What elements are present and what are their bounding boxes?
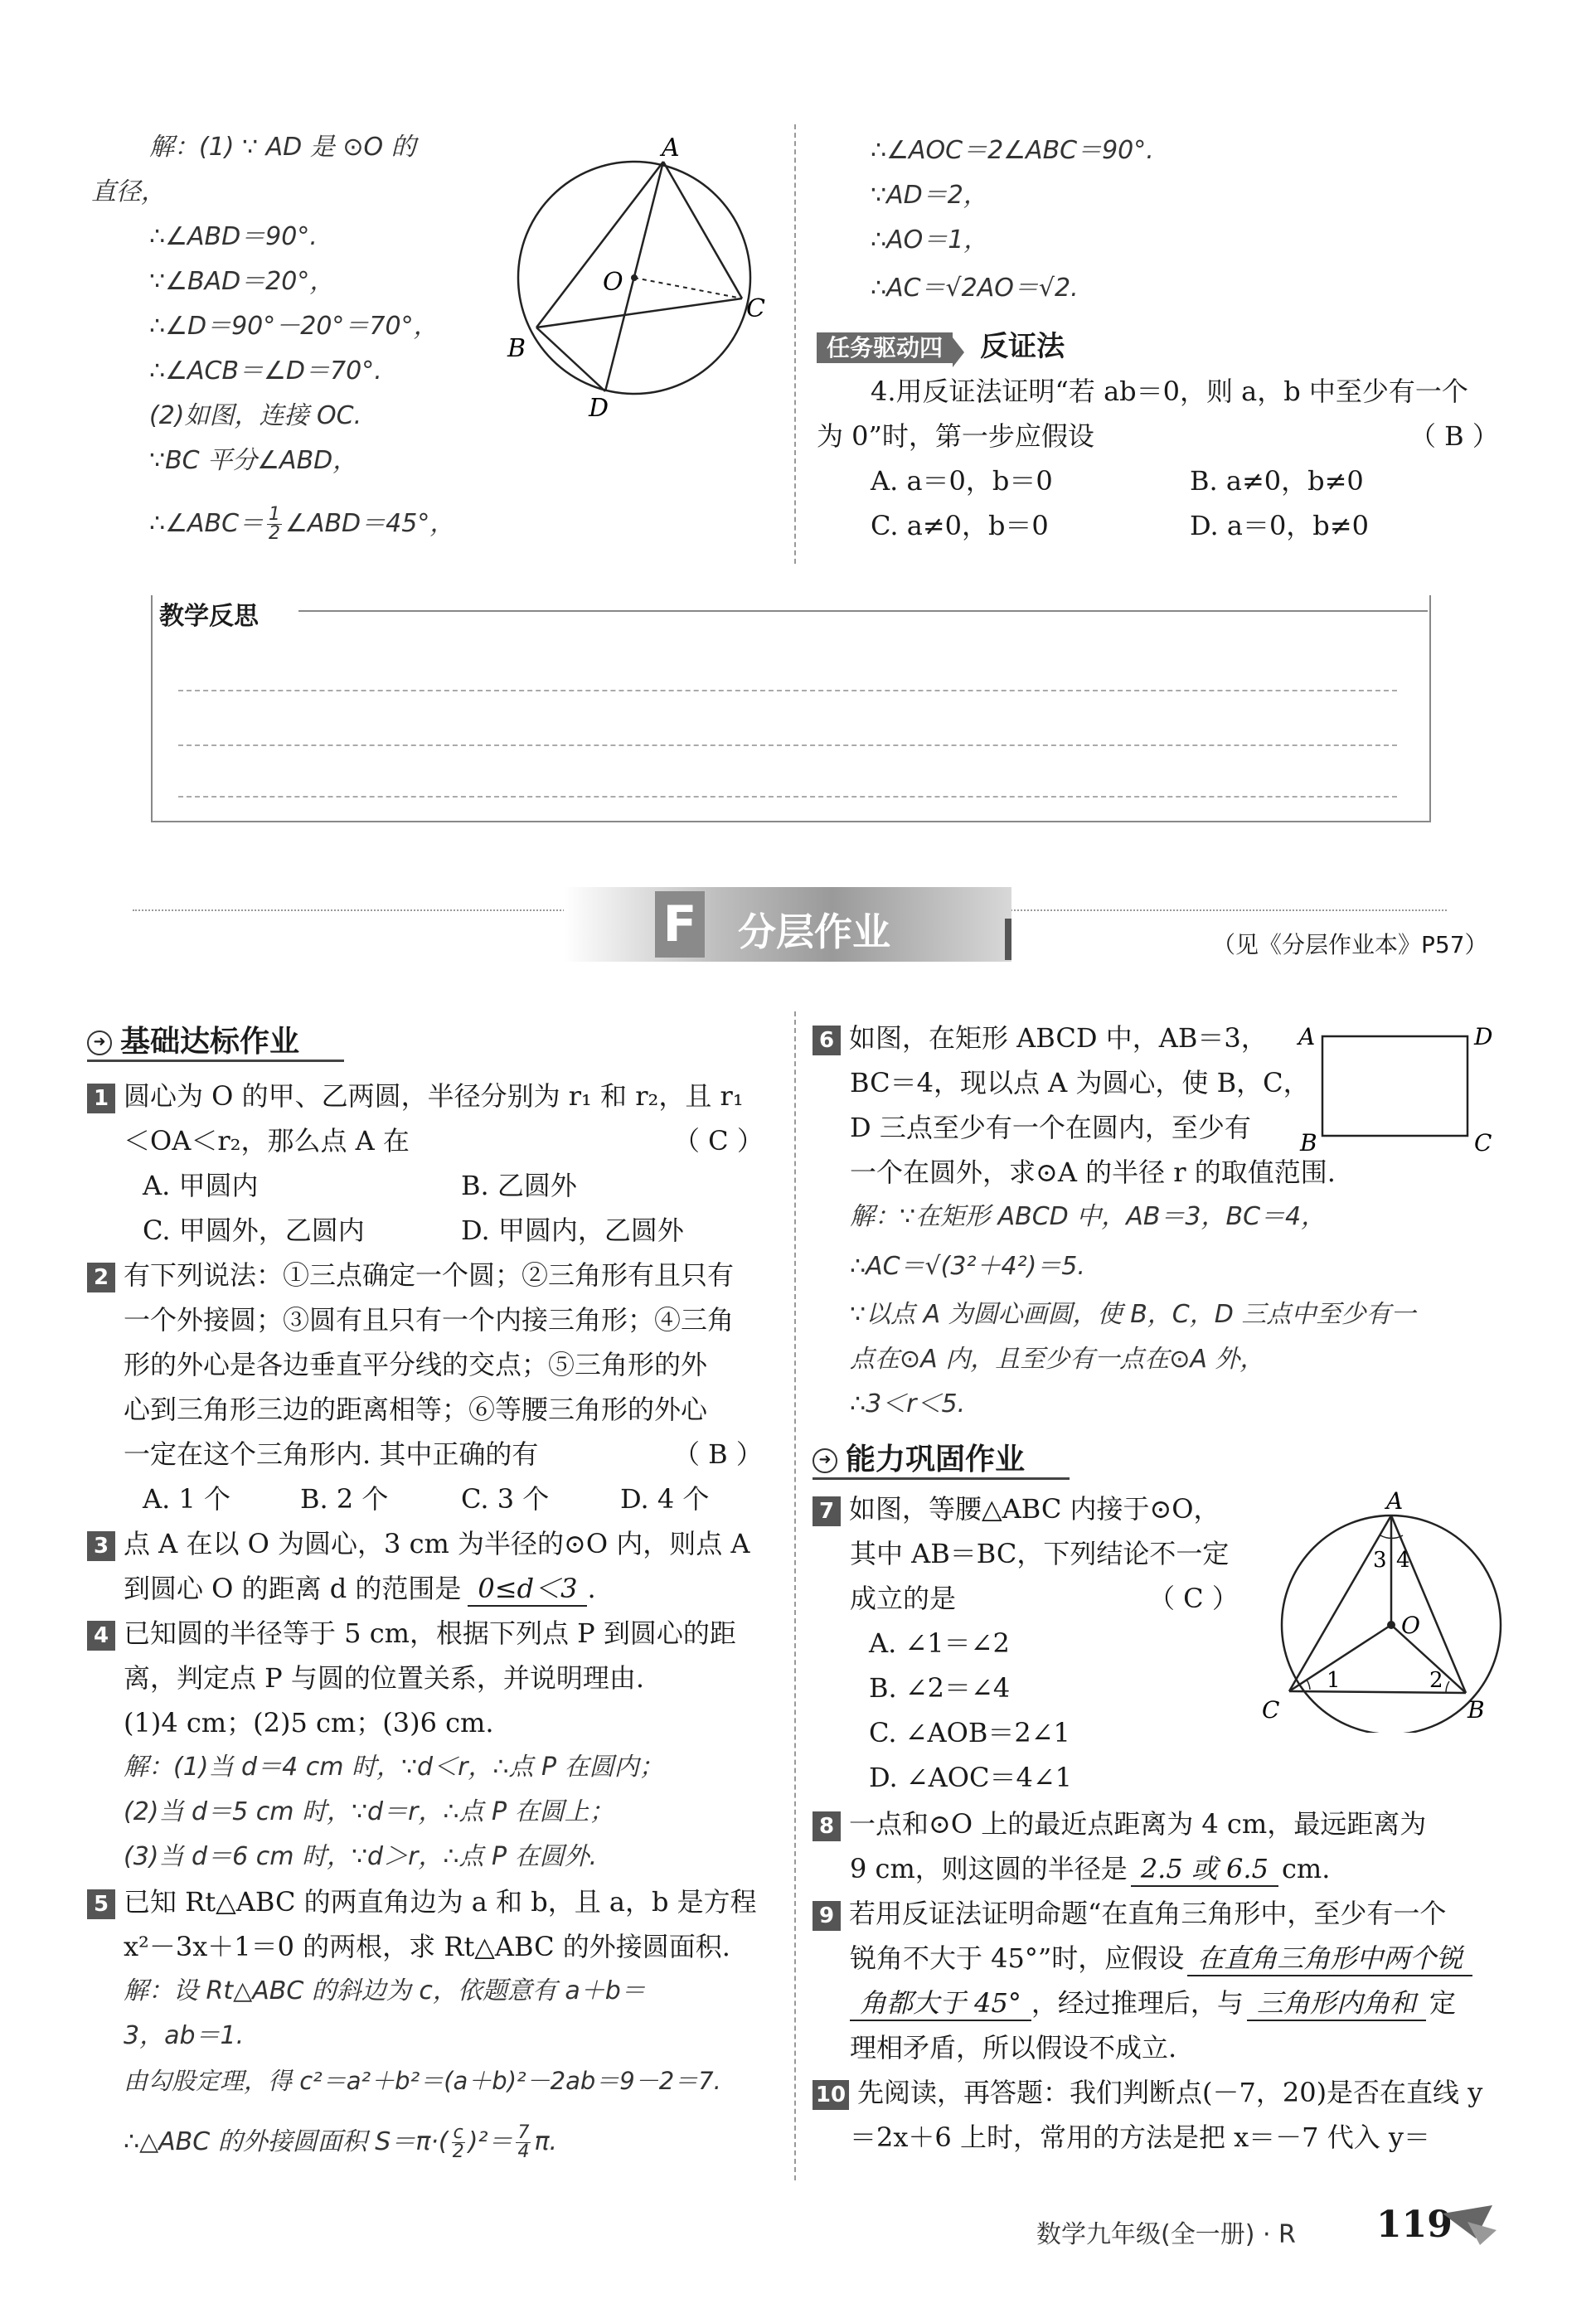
arrow-right-icon: ➜: [87, 1030, 112, 1055]
q10-line: [813, 2076, 1482, 2110]
banner-ref: （见《分层作业本》P57）: [1212, 931, 1488, 958]
q5-line: [87, 1885, 757, 1919]
text: ∴△ABC 的外接圆面积 S＝π·(: [124, 2127, 449, 2156]
q-text: ，经过推理后，与: [1031, 1987, 1244, 2019]
answer-blank: 0≤d＜3: [468, 1572, 587, 1607]
option-b: B. 乙圆外: [461, 1170, 577, 1201]
task-header: [817, 323, 1065, 367]
section-title: 能力巩固作业: [846, 1443, 1026, 1477]
q5-line: x²－3x＋1＝0 的两根，求 Rt△ABC 的外接圆面积.: [124, 1931, 730, 1962]
q-text: 先阅读，再答题：我们判断点(－7，20)是否在直线 y: [857, 2077, 1483, 2108]
triangle-in-circle-diagram: [1244, 1484, 1509, 1733]
q3-line: [87, 1527, 750, 1561]
option-c: C. a≠0，b＝0: [871, 510, 1049, 541]
option-d: D. 甲圆内，乙圆外: [461, 1215, 684, 1246]
section-basic-header: [87, 1018, 299, 1060]
angle-label-4: 4: [1396, 1548, 1410, 1573]
q2-line: 一定在这个三角形内. 其中正确的有: [124, 1438, 539, 1470]
sol-line: ∴∠ACB＝∠D＝70°.: [149, 356, 382, 386]
q6-line: BC＝4，现以点 A 为圆心，使 B，C，: [850, 1067, 1310, 1098]
angle-label-2: 2: [1429, 1668, 1443, 1693]
q9-line: [850, 1986, 1456, 2021]
option-c: C. 3 个: [461, 1483, 550, 1515]
sol-line: 解：(1) ∵ AD 是 ⊙O 的: [149, 133, 416, 162]
reflection-box: [151, 595, 1431, 822]
segment-oc: [634, 278, 742, 298]
denominator: 2: [452, 2141, 464, 2162]
label-c: C: [746, 294, 765, 323]
q-text: 如图，等腰△ABC 内接于⊙O，: [849, 1493, 1220, 1525]
segment-ab: [536, 162, 663, 327]
option-a: A. ∠1＝∠2: [869, 1627, 1010, 1659]
q1-line: [87, 1079, 744, 1113]
answer-bracket: （ C ）: [673, 1125, 764, 1157]
fraction: [516, 2124, 531, 2161]
angle-label-1: 1: [1327, 1668, 1341, 1693]
angle-label-3: 3: [1373, 1548, 1387, 1573]
q-text: 已知 Rt△ABC 的两直角边为 a 和 b，且 a，b 是方程: [124, 1886, 757, 1918]
sol-line: ∵AD＝2，: [871, 181, 988, 210]
angle-arc: [1307, 1680, 1310, 1690]
q-number-badge: 5: [87, 1889, 115, 1919]
option-b: B. a≠0，b≠0: [1190, 465, 1364, 497]
q2-line: 心到三角形三边的距离相等；⑥等腰三角形的外心: [124, 1394, 708, 1425]
q10-line: ＝2x＋6 上时，常用的方法是把 x＝－7 代入 y＝: [850, 2122, 1430, 2153]
q-number-badge: 8: [813, 1811, 841, 1841]
option-c: C. 甲圆外，乙圆内: [143, 1215, 365, 1246]
q6-line: D 三点至少有一个在圆内，至少有: [850, 1112, 1251, 1143]
circle-diagram-abcd: [497, 124, 779, 423]
writing-line: [178, 690, 1397, 691]
fraction: [267, 506, 282, 543]
q-text: 如图，在矩形 ABCD 中，AB＝3，: [849, 1022, 1268, 1054]
q4-line: (1)4 cm；(2)5 cm；(3)6 cm.: [124, 1707, 494, 1738]
q9-line: [850, 1942, 1472, 1976]
sol-line: ∴AO＝1，: [871, 225, 989, 255]
q-text: 一点和⊙O 上的最近点距离为 4 cm，最远距离为: [849, 1808, 1427, 1840]
answer-blank: 三角形内角和: [1247, 1986, 1426, 2021]
reflection-top-rule: [298, 610, 1428, 612]
q7-line: 成立的是: [850, 1583, 957, 1614]
label-c: C: [1474, 1129, 1492, 1152]
option-b: B. 2 个: [300, 1483, 389, 1515]
label-o: O: [1401, 1612, 1420, 1639]
segment-ac: [663, 162, 742, 298]
q9-line: [813, 1897, 1446, 1931]
option-a: A. 1 个: [143, 1483, 230, 1515]
sol-line: 解：∵在矩形 ABCD 中，AB＝3，BC＝4，: [850, 1202, 1327, 1231]
q-text: 定: [1429, 1987, 1456, 2019]
column-divider: [794, 1011, 796, 2180]
q-text: 若用反证法证明命题“在直角三角形中，至少有一个: [849, 1898, 1447, 1929]
q2-line: [87, 1258, 734, 1292]
label-c: C: [1262, 1696, 1280, 1724]
page-number: 119: [1376, 2204, 1453, 2246]
question-4-line: [871, 375, 1468, 408]
option-c: C. ∠AOB＝2∠1: [869, 1717, 1070, 1748]
option-a: A. a＝0，b＝0: [871, 465, 1053, 497]
question-4-line: 为 0”时，第一步应假设: [817, 420, 1094, 452]
rectangle-diagram: [1293, 1020, 1501, 1152]
footer-book-title: 数学九年级(全一册) · R: [1036, 2220, 1296, 2249]
sol-line: ∵BC 平分∠ABD，: [149, 446, 358, 475]
label-b: B: [1467, 1696, 1485, 1724]
option-d: D. a＝0，b≠0: [1190, 510, 1369, 541]
writing-line: [178, 796, 1397, 798]
option-a: A. 甲圆内: [143, 1170, 259, 1201]
sol-line: 解：(1)当 d＝4 cm 时，∵d＜r，∴点 P 在圆内；: [124, 1753, 664, 1782]
sol-line: [149, 506, 454, 543]
segment-bd: [536, 327, 605, 391]
rect-abcd: [1322, 1036, 1467, 1136]
tag-arrow-icon: [953, 337, 964, 367]
answer-bracket: （ B ）: [673, 1438, 763, 1470]
q-number-badge: 9: [813, 1901, 841, 1931]
sol-line: ∴3＜r＜5.: [850, 1389, 966, 1418]
segment-ab: [1391, 1515, 1466, 1693]
q-number-badge: 10: [813, 2080, 849, 2110]
q-text: 到圆心 O 的距离 d 的范围是: [124, 1573, 462, 1604]
sol-line: (3)当 d＝6 cm 时，∵d＞r，∴点 P 在圆外.: [124, 1842, 598, 1871]
q7-line: 其中 AB＝BC，下列结论不一定: [850, 1538, 1230, 1569]
q1-line: ＜OA＜r₂，那么点 A 在: [124, 1125, 410, 1157]
banner-end-bar: [1005, 919, 1011, 960]
q-text: 点 A 在以 O 为圆心，3 cm 为半径的⊙O 内，则点 A: [124, 1528, 750, 1559]
answer-bracket: （ C ）: [1148, 1583, 1239, 1614]
column-divider: [794, 124, 796, 564]
sol-line: 直径，: [91, 177, 166, 206]
q-text: 锐角不大于 45°”时，应假设: [850, 1942, 1185, 1974]
numerator: 7: [517, 2122, 530, 2143]
corner-decoration-icon: [1443, 2205, 1501, 2247]
label-b: B: [1300, 1129, 1317, 1152]
sol-line: (2)如图，连接 OC.: [149, 401, 362, 430]
section-underline: [813, 1477, 1070, 1480]
sol-line: ∵以点 A 为圆心画圆，使 B，C，D 三点中至少有一: [850, 1300, 1416, 1329]
text: π.: [534, 2127, 558, 2156]
sol-line: 3，ab＝1.: [124, 2021, 245, 2050]
q-number-badge: 4: [87, 1621, 115, 1651]
q-text: cm.: [1281, 1853, 1331, 1884]
q-text: 有下列说法：①三点确定一个圆；②三角形有且只有: [124, 1259, 735, 1291]
numerator: 1: [269, 504, 281, 525]
sol-line: ∴∠ABD＝90°.: [149, 222, 318, 251]
sol-line: ∴AC＝√(3²＋4²)＝5.: [850, 1252, 1085, 1281]
q-number-badge: 7: [813, 1496, 841, 1526]
denominator: 2: [269, 523, 281, 544]
section-ability-header: [813, 1436, 1025, 1478]
label-a: A: [1298, 1023, 1316, 1050]
q2-line: 形的外心是各边垂直平分线的交点；⑤三角形的外: [124, 1349, 708, 1380]
text: ∴∠ABC＝: [149, 509, 264, 538]
sol-line: [124, 2124, 557, 2161]
q-number-badge: 3: [87, 1531, 115, 1561]
q4-line: 离，判定点 P 与圆的位置关系，并说明理由.: [124, 1662, 645, 1694]
q-text: 9 cm，则这圆的半径是: [850, 1853, 1128, 1884]
center-o: [1387, 1621, 1395, 1629]
answer-bracket: （ B ）: [1409, 420, 1499, 452]
sol-line: 点在⊙A 内，且至少有一点在⊙A 外，: [850, 1345, 1265, 1374]
q-number: 4.: [871, 376, 896, 407]
label-d: D: [1474, 1023, 1493, 1050]
fraction: [452, 2124, 465, 2161]
answer-blank: 角都大于 45°: [850, 1986, 1031, 2021]
q6-line: [813, 1021, 1268, 1055]
q8-line: [813, 1807, 1426, 1841]
sol-line: ∵∠BAD＝20°，: [149, 267, 335, 296]
q6-line: 一个在圆外，求⊙A 的半径 r 的取值范围.: [850, 1157, 1336, 1188]
q3-line: [124, 1572, 596, 1607]
denominator: 4: [517, 2141, 530, 2162]
label-a: A: [1386, 1487, 1404, 1515]
option-b: B. ∠2＝∠4: [869, 1672, 1011, 1704]
q9-line: 理相矛盾，所以假设不成立.: [850, 2032, 1177, 2063]
sol-line: 由勾股定理，得 c²＝a²＋b²＝(a＋b)²－2ab＝9－2＝7.: [124, 2067, 721, 2095]
arrow-right-icon: ➜: [813, 1448, 837, 1473]
option-d: D. 4 个: [620, 1483, 710, 1515]
q-text: 用反证法证明“若 ab＝0，则 a，b 中至少有一个: [895, 376, 1468, 407]
q-number-badge: 2: [87, 1263, 115, 1292]
q7-line: [813, 1492, 1220, 1526]
sol-line: ∴∠D＝90°－20°＝70°，: [149, 312, 439, 341]
label-b: B: [507, 334, 526, 363]
segment-ac: [1289, 1515, 1391, 1691]
writing-line: [178, 744, 1397, 746]
section-underline: [87, 1060, 344, 1062]
answer-blank: 2.5 或 6.5: [1131, 1852, 1278, 1887]
numerator: c: [453, 2122, 463, 2143]
label-a: A: [662, 133, 680, 162]
text: )²＝: [468, 2127, 513, 2156]
label-d: D: [589, 394, 609, 423]
banner-f-icon: F: [655, 891, 705, 958]
banner-title: 分层作业: [738, 909, 890, 954]
q-text: 已知圆的半径等于 5 cm，根据下列点 P 到圆心的距: [124, 1617, 736, 1649]
section-title: 基础达标作业: [120, 1025, 300, 1059]
q-number-badge: 6: [813, 1026, 841, 1055]
task-tag: 任务驱动四: [817, 332, 953, 363]
q-text: 圆心为 O 的甲、乙两圆，半径分别为 r₁ 和 r₂，且 r₁: [124, 1080, 744, 1112]
angle-arc: [1446, 1681, 1449, 1693]
reflection-title: 教学反思: [159, 595, 267, 632]
task-title: 反证法: [980, 330, 1065, 363]
sol-line: (2)当 d＝5 cm 时，∵d＝r，∴点 P 在圆上；: [124, 1797, 614, 1826]
sol-line: ∴AC＝√2AO＝√2.: [871, 274, 1079, 303]
q4-line: [87, 1617, 736, 1651]
sol-line: ∴∠AOC＝2∠ABC＝90°.: [871, 136, 1154, 165]
q-number-badge: 1: [87, 1084, 115, 1113]
text: ∠ABD＝45°，: [285, 509, 455, 538]
center-o: [631, 274, 638, 281]
segment-bc: [536, 298, 742, 327]
sol-line: 解：设 Rt△ABC 的斜边为 c，依题意有 a＋b＝: [124, 1976, 646, 2005]
answer-blank: 在直角三角形中两个锐: [1187, 1942, 1472, 1976]
q2-line: 一个外接圆；③圆有且只有一个内接三角形；④三角: [124, 1304, 735, 1336]
q8-line: [850, 1852, 1330, 1887]
q-text: .: [587, 1573, 596, 1604]
option-d: D. ∠AOC＝4∠1: [869, 1762, 1073, 1793]
label-o: O: [603, 268, 623, 297]
